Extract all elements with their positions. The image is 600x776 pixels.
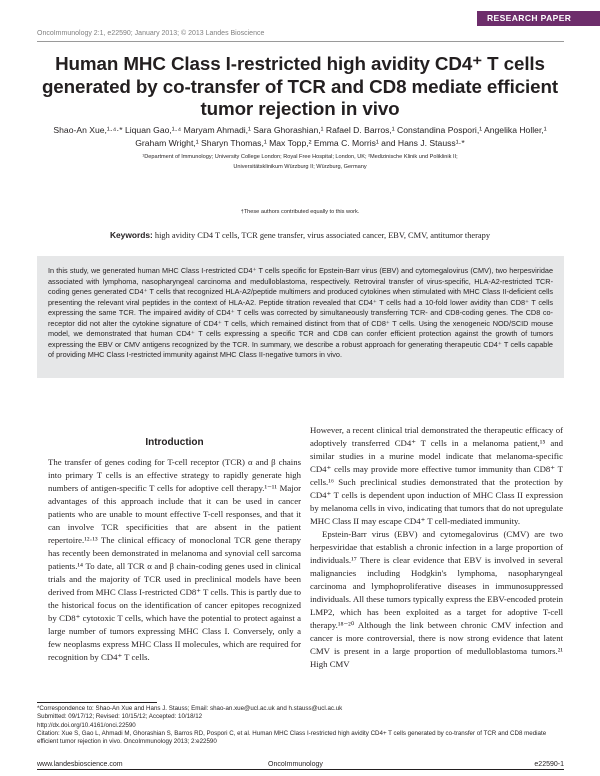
article-title: Human MHC Class I-restricted high avidity CD4⁺ T cells generated by co-transfer of TCR and CD8 mediate efficient tumor rejection in vivo (41, 53, 559, 119)
citation-note: Citation: Xue S, Gao L, Ahmadi M, Ghorashian S, Barros RD, Pospori C, et al. Human MHC Class I-restricted high avidity CD4+ T cells generated by co-transfer of TCR and CD8 mediate efficient tumor rejection in vivo. OncoImmunology 2013; 2:e22590 (37, 729, 547, 746)
body-paragraph: Epstein-Barr virus (EBV) and cytomegalovirus (CMV) are two herpesviridae that establish a chronic infection in a large proportion of individuals.¹⁷ There is clear evidence that EBV is involved in several malignancies including Hodgkin's lymphoma, nasopharyngeal carcinoma and lymphoproliferative diseases in immunosuppressed individuals. All these tumors typically express the EBV-encoded protein LMP2, which has been exploited as a target for adoptive T-cell therapy.¹⁸⁻²⁰ Although the link between chronic CMV infection and cancer is more controversial, there is now strong evidence that latent CMV is present in a large proportion of medulloblastoma tumors.²¹ High CMV (310, 529, 563, 669)
right-column (310, 424, 563, 671)
doi-link[interactable]: http://dx.doi.org/10.4161/onci.22590 (37, 721, 136, 729)
introduction-heading: Introduction (145, 437, 204, 448)
section-tag: RESEARCH PAPER (477, 11, 600, 26)
website-link[interactable]: www.landesbioscience.com (37, 761, 123, 768)
correspondence-note: *Correspondence to: Shao-An Xue and Hans J. Stauss; Email: shao-an.xue@ucl.ac.uk and h.stauss@ucl.ac.uk (37, 705, 343, 712)
footnote-divider (37, 702, 157, 703)
keywords-text: high avidity CD4 T cells, TCR gene transfer, virus associated cancer, EBV, CMV, antitumor therapy (152, 231, 491, 240)
affiliations (70, 153, 530, 172)
footnotes (37, 705, 564, 746)
author-list (50, 124, 550, 150)
author-line: Shao-An Xue,¹·⁴·* Liquan Gao,¹·⁴ Maryam Ahmadi,¹ Sara Ghorashian,¹ Rafael D. Barros,¹ Constandina Pospori,¹ Angelika Holler,¹ (53, 125, 547, 135)
abstract-box: In this study, we generated human MHC Class I-restricted CD4⁺ T cells specific for Epstein-Barr virus (EBV) and cytomegalovirus (CMV), two herpesviridae associated with lymphoma, nasopharyngeal carcinoma and medulloblastoma, respectively. Retroviral transfer of virus-specific, HLA-A2-restricted TCR-coding genes generated CD4⁺ T cells that recognized HLA-A2/peptide multimers and produced cytokines when stimulated with MHC Class II-deficient cells presenting the relevant viral peptides in the context of HLA-A2. Peptide titration revealed that CD4⁺ T cells had a 10-fold lower avidity than CD8⁺ T cells expressing the same TCR. The impaired avidity of CD4⁺ T cells was corrected by simultaneously transferring TCR- and CD8-coding genes. The CD8 co-receptor did not alter the cytokine signature of CD4⁺ T cells, which remained distinct from that of CD8⁺ T cells. Using the xenogeneic NOD/SCID mouse model, we demonstrated that human CD4⁺ T cells expressing a specific TCR and CD8 can confer efficient protection against the growth of tumors expressing the EBV or CMV antigens recognized by the TCR. In summary, we describe a robust approach for generating therapeutic CD4⁺ T cells capable of providing MHC Class I-restricted immunity against MHC Class II-negative tumors in vivo. (37, 256, 564, 378)
affiliation-line: ¹Department of Immunology; University College London; Royal Free Hospital; London, UK; ²Medizinische Klinik und Poliklinik II; (142, 154, 458, 160)
body-paragraph: However, a recent clinical trial demonstrated the therapeutic efficacy of adoptively transferred CD4⁺ T cells in a melanoma patient,¹⁵ and similar studies in a murine model indicate that melanoma-specific CD4⁺ cells may provide more effective tumor immunity than CD8⁺ T cells.¹⁶ Such preclinical studies demonstrated that the protection by CD4⁺ T cells is dependent upon induction of MHC Class II expression by melanoma cells in vivo, indicating that tumors that do not upregulate MHC Class II may escape CD4⁺ T cell-mediated immunity. (310, 425, 563, 526)
submission-dates: Submitted: 09/17/12; Revised: 10/15/12; Accepted: 10/18/12 (37, 713, 203, 721)
journal-citation: OncoImmunology 2:1, e22590; January 2013; © 2013 Landes Bioscience (37, 30, 265, 37)
keywords (40, 230, 560, 240)
body-paragraph: The transfer of genes coding for T-cell receptor (TCR) α and β chains into primary T cells is an effective strategy to rapidly generate high numbers of antigen-specific T cells for adoptive cell therapy.¹⁻¹¹ Major advantages of this approach include that it can be used in cancer patients who are unable to mount effective T-cell responses, and that it can involve TCR specificities that are absent in the patient repertoire.¹²·¹³ The clinical efficacy of monoclonal TCR gene therapy has recently been demonstrated in melanoma and synovial cell sarcoma patients.¹⁴ To date, all TCR α and β chain-coding genes used in clinical trials and the majority of TCR used in preclinical models have been derived from MHC Class I-restricted CD8⁺ T cells. This is partly due to the historical focus on the identification of cancer epitopes recognized by CD8⁺ cytotoxic T cells, which have the potential to protect against a large number of tumors expressing MHC Class I. Conversely, only a few neoplasms express MHC Class II molecules, which are required for recognition by CD4⁺ T cells. (48, 457, 301, 662)
left-column (48, 435, 301, 664)
journal-name: OncoImmunology (268, 761, 323, 768)
keywords-label: Keywords: (109, 230, 153, 240)
contribution-note: †These authors contributed equally to this work. (240, 209, 360, 215)
affiliation-line: Universitätsklinikum Würzburg II; Würzburg, Germany (233, 163, 367, 170)
footer-divider (37, 769, 564, 770)
header-divider (37, 41, 564, 42)
page-number: e22590-1 (534, 761, 564, 768)
author-line: Graham Wright,¹ Sharyn Thomas,¹ Max Topp,² Emma C. Morris¹ and Hans J. Stauss¹·* (135, 138, 465, 148)
